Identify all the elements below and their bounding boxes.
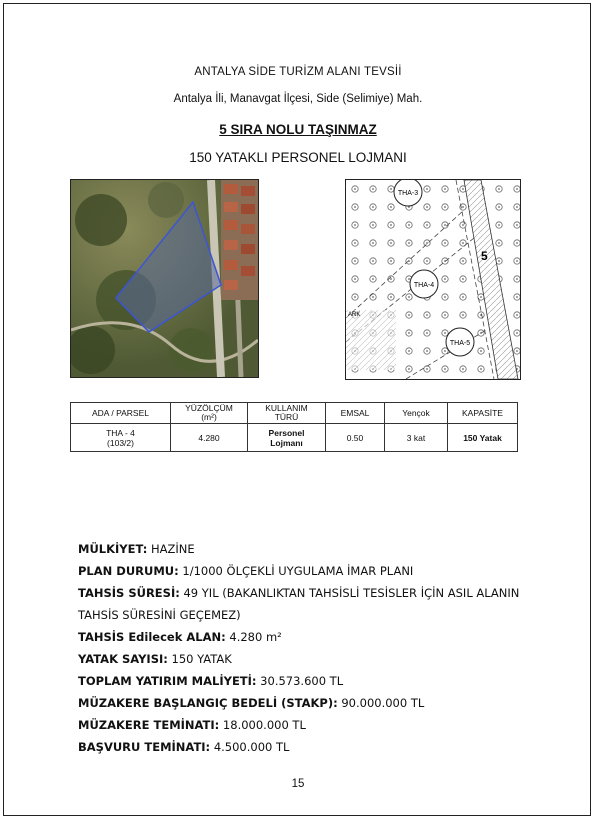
header-line-2: Antalya İli, Manavgat İlçesi, Side (Selimiye) Mah. — [173, 93, 423, 105]
aerial-photo — [70, 179, 259, 378]
property-subtitle: 150 YATAKLI PERSONEL LOJMANI — [189, 150, 407, 165]
detail-mulkiyet: MÜLKİYET: HAZİNE — [78, 542, 195, 556]
table-row — [71, 424, 518, 452]
cell-ada-parsel: THA - 4 (103/2) — [71, 424, 171, 452]
detail-tahsis-suresi: TAHSİS SÜRESİ: 49 YIL (BAKANLIKTAN TAHSİSLİ TESİSLER İÇİN ASIL ALANIN — [78, 586, 520, 600]
zoning-plan — [345, 179, 521, 380]
plan-label-tha5: THA-5 — [449, 340, 471, 347]
detail-basvuru-teminati: BAŞVURU TEMİNATI: 4.500.000 TL — [78, 740, 290, 754]
cell-usage: Personel Lojmanı — [248, 424, 326, 452]
header-kapasite: KAPASİTE — [448, 403, 518, 424]
detail-plan-durumu: PLAN DURUMU: 1/1000 ÖLÇEKLİ UYGULAMA İMAR PLANI — [78, 564, 414, 578]
cell-emsal: 0.50 — [326, 424, 385, 452]
detail-muzakere-teminati: MÜZAKERE TEMİNATI: 18.000.000 TL — [78, 718, 306, 732]
detail-yatak-sayisi: YATAK SAYISI: 150 YATAK — [78, 652, 232, 666]
detail-tahsis-alan: TAHSİS Edilecek ALAN: 4.280 m² — [78, 630, 282, 644]
plan-fragment-label: ARK — [348, 312, 361, 318]
parcel-table — [70, 402, 518, 452]
header-yencok: Yençok — [385, 403, 448, 424]
detail-tahsis-suresi-cont: TAHSİS SÜRESİNİ GEÇEMEZ) — [78, 608, 241, 622]
plan-label-tha3: THA-3 — [397, 190, 419, 197]
plan-label-tha4: THA-4 — [413, 282, 435, 289]
table-header-row — [71, 403, 518, 424]
header-ada-parsel: ADA / PARSEL — [71, 403, 171, 424]
property-title: 5 SIRA NOLU TAŞINMAZ — [219, 122, 377, 137]
detail-baslangic-bedeli: MÜZAKERE BAŞLANGIÇ BEDELİ (STAKP): 90.000.000 TL — [78, 696, 425, 710]
property-details — [78, 538, 519, 758]
header-kullanim: KULLANIM TÜRÜ — [248, 403, 326, 424]
page-number: 15 — [291, 778, 305, 790]
plan-road-number: 5 — [481, 249, 488, 263]
cell-yencok: 3 kat — [385, 424, 448, 452]
cell-area: 4.280 — [171, 424, 248, 452]
header-line-1: ANTALYA SİDE TURİZM ALANI TEVSİİ — [194, 66, 402, 78]
header-emsal: EMSAL — [326, 403, 385, 424]
header-yuzolcum: YÜZÖLÇÜM (m²) — [171, 403, 248, 424]
cell-capacity: 150 Yatak — [448, 424, 518, 452]
detail-yatirim-maliyeti: TOPLAM YATIRIM MALİYETİ: 30.573.600 TL — [78, 674, 344, 688]
